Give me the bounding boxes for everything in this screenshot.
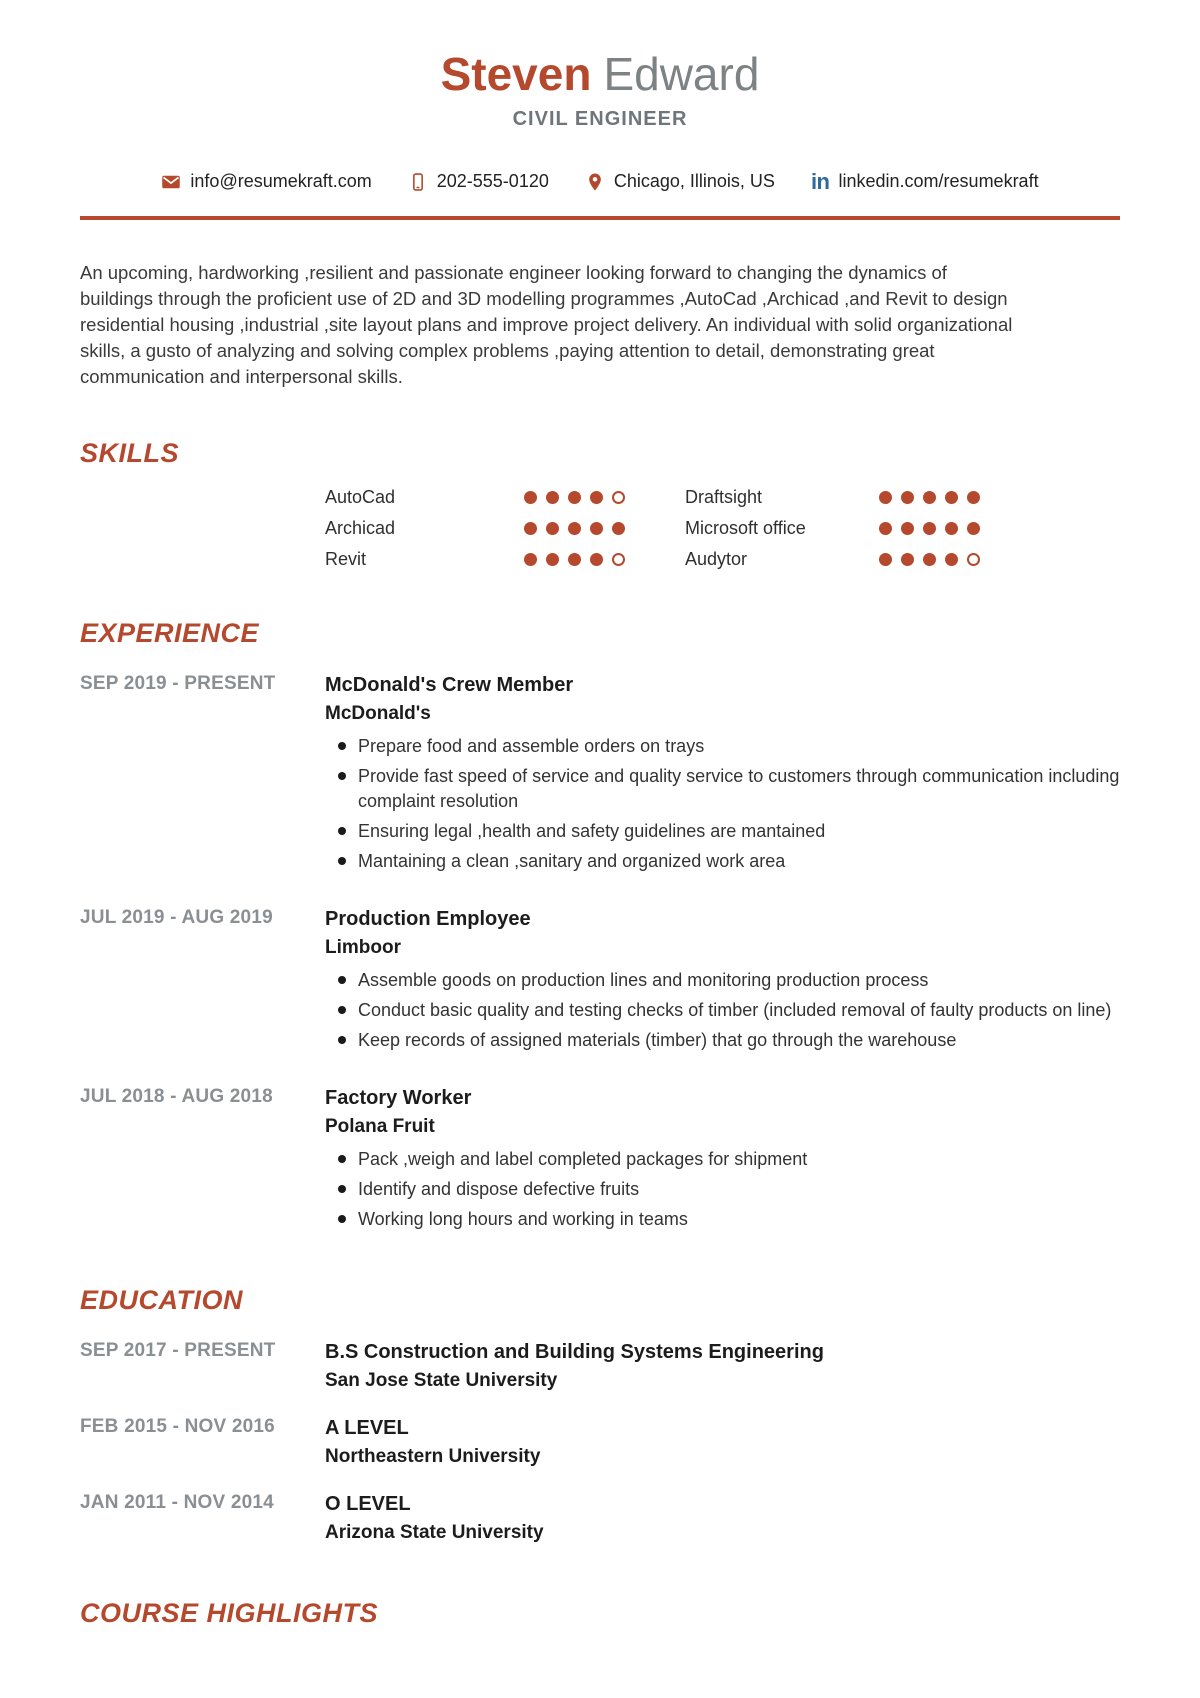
education-entry xyxy=(80,1490,1120,1546)
rating-dot-filled xyxy=(546,553,559,566)
bullet-list xyxy=(325,734,1120,874)
company-name: Limboor xyxy=(325,937,401,958)
rating-dot-filled xyxy=(612,522,625,535)
company-name: Polana Fruit xyxy=(325,1116,435,1137)
skill-item xyxy=(685,518,980,539)
school-name: San Jose State University xyxy=(325,1370,558,1391)
contact-email-text: info@resumekraft.com xyxy=(190,171,372,191)
contact-item-location[interactable] xyxy=(585,171,775,192)
skill-name: Archicad xyxy=(325,518,396,538)
bullet-item: Ensuring legal ,health and safety guidelines are mantained xyxy=(325,819,1120,844)
skill-rating xyxy=(879,522,980,535)
contact-row xyxy=(80,168,1120,194)
resume-header xyxy=(80,48,1120,220)
school-name: Arizona State University xyxy=(325,1522,544,1543)
bullet-item: Prepare food and assemble orders on trays xyxy=(325,734,1120,759)
position-title: Factory Worker xyxy=(325,1087,472,1109)
rating-dot-filled xyxy=(945,522,958,535)
candidate-name xyxy=(80,48,1120,100)
skill-rating xyxy=(879,491,980,504)
rating-dot-filled xyxy=(945,491,958,504)
entry-date-range: FEB 2015 - NOV 2016 xyxy=(80,1416,275,1437)
experience-entry xyxy=(80,671,1120,879)
bullet-item: Pack ,weigh and label completed packages for shipment xyxy=(325,1147,1120,1172)
entry-body xyxy=(325,671,1120,879)
position-title: Production Employee xyxy=(325,908,531,930)
skill-name: Revit xyxy=(325,549,367,569)
position-title: McDonald's Crew Member xyxy=(325,674,574,696)
rating-dot-filled xyxy=(524,522,537,535)
rating-dot-filled xyxy=(901,522,914,535)
contact-item-phone[interactable] xyxy=(408,171,549,192)
skill-rating xyxy=(524,522,625,535)
contact-phone-text: 202-555-0120 xyxy=(436,171,549,191)
education-entry xyxy=(80,1414,1120,1470)
skills-section xyxy=(80,438,1120,570)
bullet-item: Mantaining a clean ,sanitary and organized work area xyxy=(325,849,1120,874)
rating-dot-filled xyxy=(901,491,914,504)
degree-title: B.S Construction and Building Systems Engineering xyxy=(325,1341,824,1363)
entry-date-range: SEP 2017 - PRESENT xyxy=(80,1340,276,1361)
skill-name: AutoCad xyxy=(325,487,396,507)
rating-dot-filled xyxy=(923,522,936,535)
rating-dot-filled xyxy=(524,491,537,504)
course-highlights-heading: COURSE HIGHLIGHTS xyxy=(80,1598,379,1628)
rating-dot-filled xyxy=(590,491,603,504)
rating-dot-filled xyxy=(945,553,958,566)
skill-item xyxy=(325,487,625,508)
candidate-last-name: Edward xyxy=(603,48,760,100)
contact-location-text: Chicago, Illinois, US xyxy=(613,171,775,191)
skill-item xyxy=(325,518,625,539)
experience-entries xyxy=(80,671,1120,1237)
email-icon xyxy=(161,172,181,192)
skill-rating xyxy=(524,491,625,504)
entry-date-range: SEP 2019 - PRESENT xyxy=(80,673,276,694)
entry-body xyxy=(325,1490,1120,1546)
course-highlights-section xyxy=(80,1598,1120,1629)
rating-dot-filled xyxy=(590,522,603,535)
rating-dot-filled xyxy=(879,522,892,535)
entry-date-range: JUL 2018 - AUG 2018 xyxy=(80,1086,273,1107)
candidate-job-title: CIVIL ENGINEER xyxy=(512,108,688,130)
experience-section xyxy=(80,618,1120,1237)
experience-entry xyxy=(80,905,1120,1058)
education-entries xyxy=(80,1338,1120,1546)
degree-title: A LEVEL xyxy=(325,1417,409,1439)
experience-heading: EXPERIENCE xyxy=(80,618,260,648)
education-entry xyxy=(80,1338,1120,1394)
summary-paragraph: An upcoming, hardworking ,resilient and passionate engineer looking forward to changing the dynamics of buildings through the proficient use of 2D and 3D modelling programmes ,AutoCad ,Archicad ,and Revit to design residential housing ,industrial ,site layout plans and improve project delivery. An individual with solid organizational skills, a gusto of analyzing and solving complex problems ,paying attention to detail, demonstrating great communication and interpersonal skills. xyxy=(80,262,1013,387)
rating-dot-filled xyxy=(967,522,980,535)
header-divider xyxy=(80,216,1120,220)
rating-dot-filled xyxy=(546,522,559,535)
bullet-item: Conduct basic quality and testing checks of timber (included removal of faulty products on line) xyxy=(325,998,1120,1023)
rating-dot-filled xyxy=(568,553,581,566)
rating-dot-filled xyxy=(879,491,892,504)
skill-rating xyxy=(524,553,625,566)
degree-title: O LEVEL xyxy=(325,1493,411,1515)
skill-name: Draftsight xyxy=(685,487,763,507)
rating-dot-filled xyxy=(967,491,980,504)
rating-dot-filled xyxy=(568,522,581,535)
bullet-item: Working long hours and working in teams xyxy=(325,1207,1120,1232)
rating-dot-filled xyxy=(590,553,603,566)
skill-rating xyxy=(879,553,980,566)
education-heading: EDUCATION xyxy=(80,1285,243,1315)
experience-entry xyxy=(80,1084,1120,1237)
skills-grid xyxy=(325,487,1120,570)
entry-body xyxy=(325,905,1120,1058)
entry-date-range: JAN 2011 - NOV 2014 xyxy=(80,1492,274,1513)
bullet-list xyxy=(325,1147,1120,1232)
education-section xyxy=(80,1285,1120,1546)
rating-dot-filled xyxy=(923,491,936,504)
rating-dot-empty xyxy=(612,553,625,566)
company-name: McDonald's xyxy=(325,703,431,724)
rating-dot-filled xyxy=(524,553,537,566)
rating-dot-empty xyxy=(967,553,980,566)
skill-item xyxy=(685,487,980,508)
bullet-item: Keep records of assigned materials (timber) that go through the warehouse xyxy=(325,1028,1120,1053)
linkedin-icon: in xyxy=(810,168,830,194)
contact-item-email[interactable] xyxy=(161,171,371,192)
bullet-item: Assemble goods on production lines and monitoring production process xyxy=(325,968,1120,993)
rating-dot-empty xyxy=(612,491,625,504)
rating-dot-filled xyxy=(568,491,581,504)
school-name: Northeastern University xyxy=(325,1446,541,1467)
rating-dot-filled xyxy=(879,553,892,566)
location-pin-icon xyxy=(585,172,605,192)
skill-name: Audytor xyxy=(685,549,748,569)
skill-name: Microsoft office xyxy=(685,518,806,538)
phone-icon xyxy=(408,172,428,192)
skill-item xyxy=(325,549,625,570)
rating-dot-filled xyxy=(923,553,936,566)
bullet-item: Identify and dispose defective fruits xyxy=(325,1177,1120,1202)
bullet-list xyxy=(325,968,1120,1053)
contact-item-linkedin[interactable] xyxy=(810,168,1039,194)
entry-body xyxy=(325,1338,1120,1394)
rating-dot-filled xyxy=(901,553,914,566)
entry-body xyxy=(325,1084,1120,1237)
entry-date-range: JUL 2019 - AUG 2019 xyxy=(80,907,273,928)
skill-item xyxy=(685,549,980,570)
rating-dot-filled xyxy=(546,491,559,504)
skills-heading: SKILLS xyxy=(80,438,180,468)
bullet-item: Provide fast speed of service and quality service to customers through communication including complaint resolution xyxy=(325,764,1120,814)
entry-body xyxy=(325,1414,1120,1470)
contact-linkedin-text: linkedin.com/resumekraft xyxy=(838,171,1039,191)
candidate-first-name: Steven xyxy=(440,48,592,100)
